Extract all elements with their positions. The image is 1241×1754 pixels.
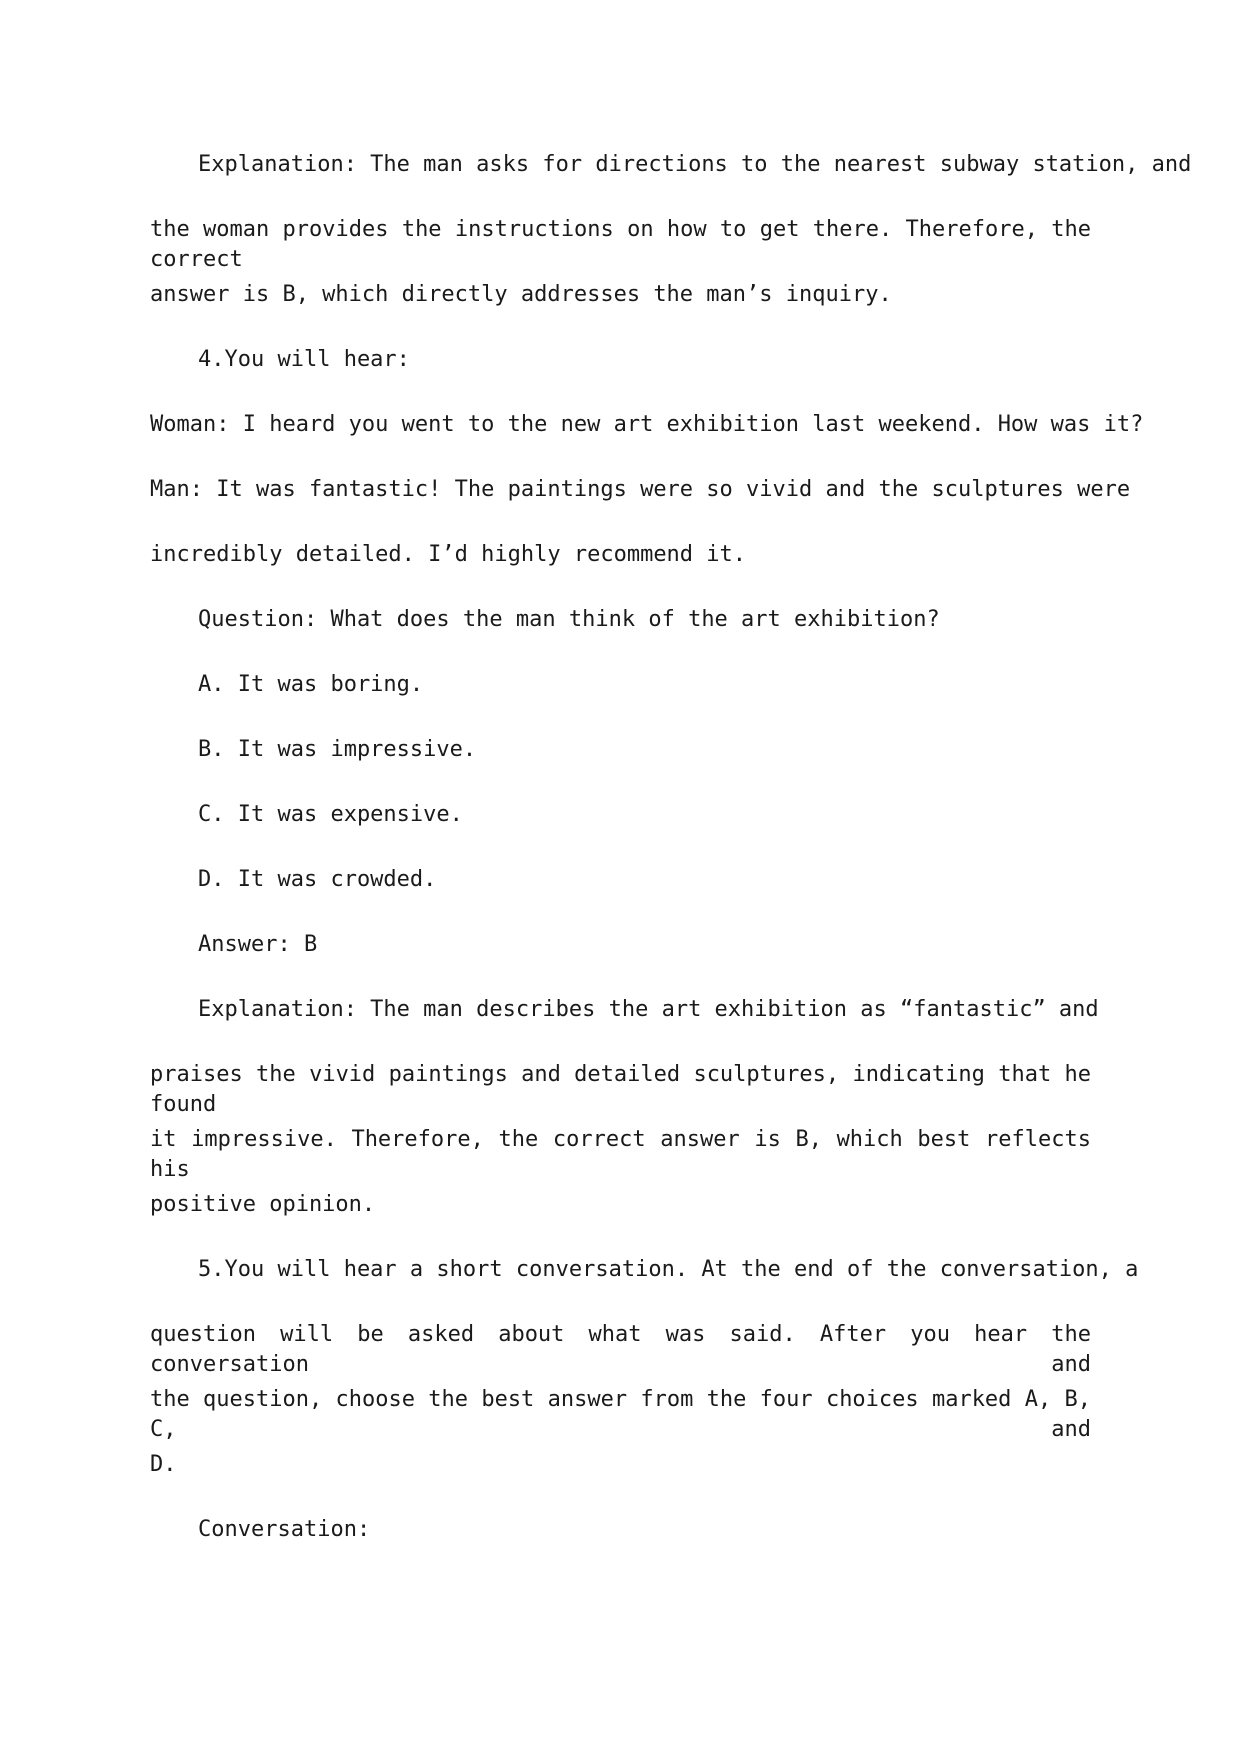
- conversation-heading: Conversation:: [198, 1517, 371, 1542]
- question-4-heading: 4.You will hear:: [198, 347, 410, 372]
- dialogue-man-line-1: Man: It was fantastic! The paintings were so vivid and the sculptures were: [150, 477, 1131, 502]
- explanation-3-line-3: answer is B, which directly addresses the man’s inquiry.: [150, 282, 892, 307]
- explanation-4-line-1: Explanation: The man describes the art exhibition as “fantastic” and: [198, 997, 1099, 1022]
- dialogue-woman-line: Woman: I heard you went to the new art exhibition last weekend. How was it?: [150, 412, 1144, 437]
- explanation-4-line-3: it impressive. Therefore, the correct answer is B, which best reflects his: [150, 1127, 1091, 1182]
- choice-c: C. It was expensive.: [198, 802, 463, 827]
- question-5-line-4: D.: [150, 1452, 177, 1477]
- explanation-4-line-2: praises the vivid paintings and detailed sculptures, indicating that he found: [150, 1062, 1091, 1117]
- choice-b: B. It was impressive.: [198, 737, 477, 762]
- question-4-prompt: Question: What does the man think of the art exhibition?: [198, 607, 940, 632]
- explanation-3-line-1: Explanation: The man asks for directions to the nearest subway station, and: [198, 152, 1192, 177]
- explanation-3-line-2: the woman provides the instructions on how to get there. Therefore, the correct: [150, 217, 1091, 272]
- explanation-4-line-4: positive opinion.: [150, 1192, 376, 1217]
- choice-d: D. It was crowded.: [198, 867, 437, 892]
- question-5-line-3: the question, choose the best answer from the four choices marked A, B, C, and: [150, 1387, 1091, 1442]
- answer-4: Answer: B: [198, 932, 318, 957]
- dialogue-man-line-2: incredibly detailed. I’d highly recommend it.: [150, 542, 747, 567]
- question-5-line-1: 5.You will hear a short conversation. At the end of the conversation, a: [198, 1257, 1139, 1282]
- question-5-line-2: question will be asked about what was said. After you hear the conversation and: [150, 1322, 1091, 1377]
- choice-a: A. It was boring.: [198, 672, 424, 697]
